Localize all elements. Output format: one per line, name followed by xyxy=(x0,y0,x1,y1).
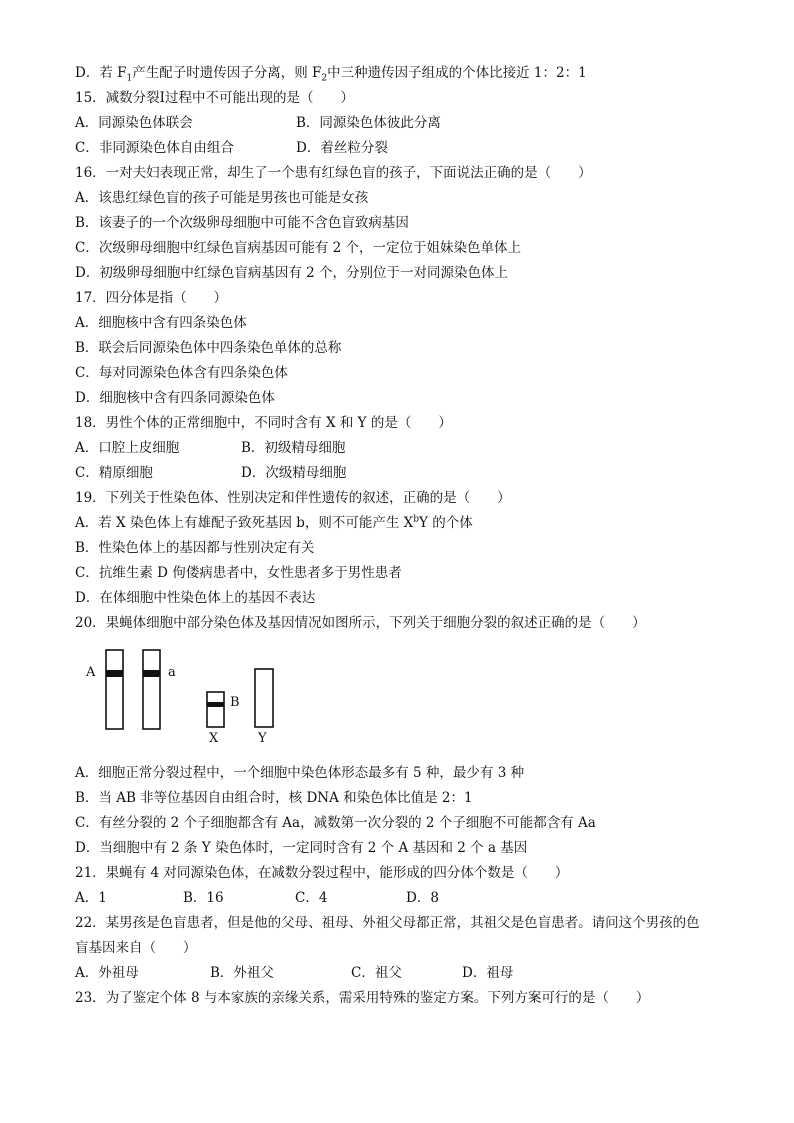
q19-option-a xyxy=(75,514,473,532)
q17-stem: 17．四分体是指（ ） xyxy=(75,290,228,306)
q15-option-a: A．同源染色体联会 xyxy=(75,115,193,131)
q17-option-d: D．细胞核中含有四条同源染色体 xyxy=(75,390,275,406)
chromosome-y xyxy=(255,669,273,727)
chromosome-a xyxy=(106,650,123,729)
q23-stem: 23．为了鉴定个体 8 与本家族的亲缘关系，需采用特殊的鉴定方案。下列方案可行的是（ ） xyxy=(75,990,650,1006)
q20-option-d: D．当细胞中有 2 条 Y 染色体时，一定同时含有 2 个 A 基因和 2 个 a 基因 xyxy=(75,840,528,856)
q16-option-c: C．次级卵母细胞中红绿色盲病基因可能有 2 个，一定位于姐妹染色单体上 xyxy=(75,240,522,256)
q20-option-a: A．细胞正常分裂过程中，一个细胞中染色体形态最多有 5 种，最少有 3 种 xyxy=(75,765,525,781)
q20-stem: 20．果蝇体细胞中部分染色体及基因情况如图所示，下列关于细胞分裂的叙述正确的是（ ） xyxy=(75,615,646,631)
q17-option-c: C．每对同源染色体含有四条染色体 xyxy=(75,365,288,381)
q19-option-c: C．抗维生素 D 佝偻病患者中，女性患者多于男性患者 xyxy=(75,565,402,581)
q14-d-sub-2: 2 xyxy=(321,73,328,84)
q14-d-sub-1: 1 xyxy=(126,73,133,84)
q18-stem: 18．男性个体的正常细胞中，不同时含有 X 和 Y 的是（ ） xyxy=(75,415,452,431)
gene-band-b xyxy=(207,702,224,707)
q21-option-a: A．1 xyxy=(75,890,107,906)
q14-d-text-2: 产生配子时遗传因子分离，则 F xyxy=(132,65,322,81)
q21-option-b: B．16 xyxy=(183,890,224,906)
q18-option-d: D．次级精母细胞 xyxy=(241,465,347,481)
q21-options-row xyxy=(75,889,439,907)
q21-option-d: D．8 xyxy=(406,890,439,906)
q22-option-d: D．祖母 xyxy=(462,965,514,981)
q15-option-b: B．同源染色体彼此分离 xyxy=(296,115,441,131)
q14-d-text-1: D．若 F xyxy=(75,65,127,81)
gene-band-a xyxy=(106,670,123,677)
label-gene-a-lower: a xyxy=(168,665,176,680)
q22-option-c: C．祖父 xyxy=(351,965,402,981)
q14-option-d xyxy=(75,64,587,82)
q22-option-a: A．外祖母 xyxy=(75,965,139,981)
q19-option-b: B．性染色体上的基因都与性别决定有关 xyxy=(75,540,315,556)
q15-stem: 15．减数分裂Ⅰ过程中不可能出现的是（ ） xyxy=(75,90,355,106)
q16-option-b: B．该妻子的一个次级卵母细胞中可能不含色盲致病基因 xyxy=(75,215,409,231)
label-gene-a-upper: A xyxy=(86,665,96,680)
q21-stem: 21．果蝇有 4 对同源染色体，在减数分裂过程中，能形成的四分体个数是（ ） xyxy=(75,865,569,881)
q14-d-text-3: 中三种遗传因子组成的个体比接近 1：2：1 xyxy=(327,65,587,81)
q18-option-a: A．口腔上皮细胞 xyxy=(75,440,180,456)
q19-stem: 19．下列关于性染色体、性别决定和伴性遗传的叙述，正确的是（ ） xyxy=(75,490,511,506)
q18-options-row-1 xyxy=(75,439,345,457)
q18-option-b: B．初级精母细胞 xyxy=(241,440,346,456)
chromosome-diagram xyxy=(80,645,280,755)
label-chromosome-y: Y xyxy=(258,731,267,746)
q19-a-text-2: Y 的个体 xyxy=(419,515,473,531)
q20-option-b: B．当 AB 非等位基因自由组合时，核 DNA 和染色体比值是 2：1 xyxy=(75,790,473,806)
q17-option-b: B．联会后同源染色体中四条染色单体的总称 xyxy=(75,340,342,356)
q17-option-a: A．细胞核中含有四条染色体 xyxy=(75,315,247,331)
q15-options-row-1 xyxy=(75,114,441,132)
q20-option-c: C．有丝分裂的 2 个子细胞都含有 Aa，减数第一次分裂的 2 个子细胞不可能都含有 Aa xyxy=(75,815,596,831)
q18-option-c: C．精原细胞 xyxy=(75,465,153,481)
q16-option-d: D．初级卵母细胞中红绿色盲病基因有 2 个，分别位于一对同源染色体上 xyxy=(75,265,508,281)
q15-options-row-2 xyxy=(75,139,388,157)
q22-stem-line-1: 22．某男孩是色盲患者，但是他的父母、祖母、外祖父母都正常，其祖父是色盲患者。请问这个男孩的色 xyxy=(75,915,700,931)
q16-option-a: A．该患红绿色盲的孩子可能是男孩也可能是女孩 xyxy=(75,190,369,206)
q16-stem: 16．一对夫妇表现正常，却生了一个患有红绿色盲的孩子，下面说法正确的是（ ） xyxy=(75,165,592,181)
label-gene-b: B xyxy=(230,695,240,710)
chromosome-x xyxy=(207,692,224,727)
q19-a-text-1: A．若 X 染色体上有雄配子致死基因 b，则不可能产生 X xyxy=(75,515,414,531)
q22-option-b: B．外祖父 xyxy=(210,965,274,981)
q22-stem-line-2: 盲基因来自（ ） xyxy=(75,940,197,956)
q19-option-d: D．在体细胞中性染色体上的基因不表达 xyxy=(75,590,316,606)
chromosome-a-lower xyxy=(143,650,160,729)
q15-option-d: D．着丝粒分裂 xyxy=(296,140,388,156)
q19-a-sup: b xyxy=(413,514,420,525)
q22-options-row xyxy=(75,964,513,982)
chromosome-diagram-svg xyxy=(80,645,280,755)
q18-options-row-2 xyxy=(75,464,346,482)
q15-option-c: C．非同源染色体自由组合 xyxy=(75,140,234,156)
gene-band-a-lower xyxy=(143,670,160,677)
q21-option-c: C．4 xyxy=(295,890,328,906)
label-chromosome-x: X xyxy=(209,731,219,746)
